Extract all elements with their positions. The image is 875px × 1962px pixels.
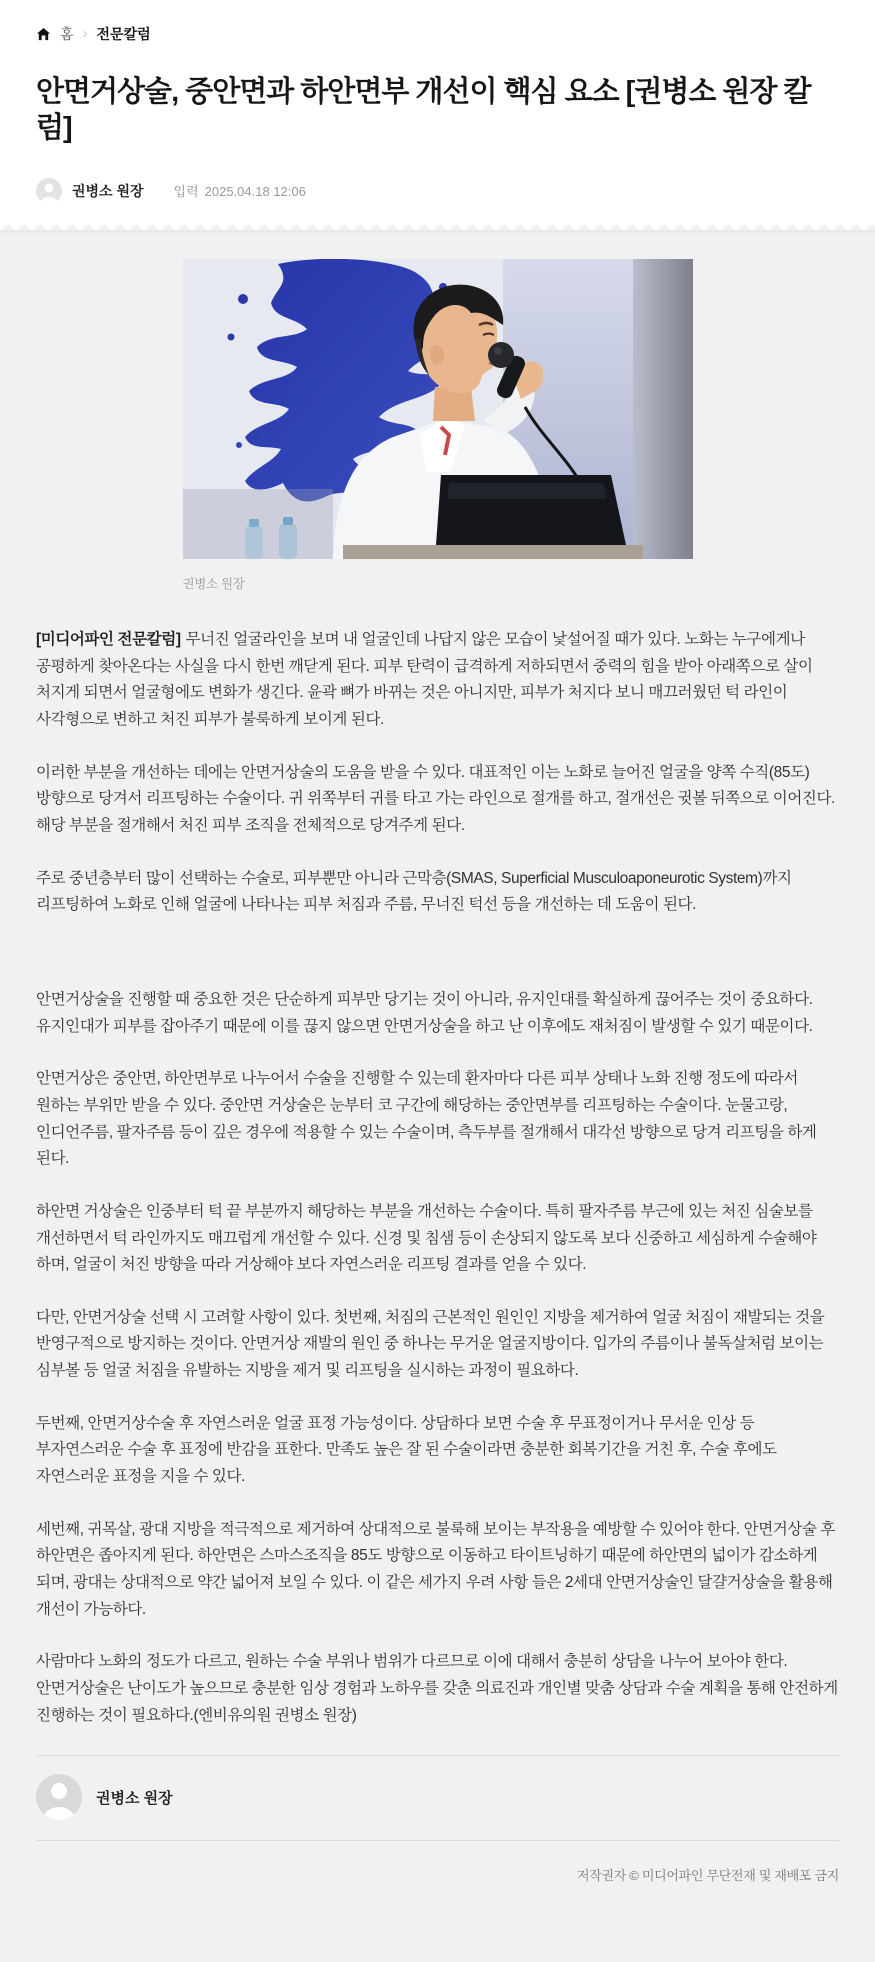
article-body <box>36 627 839 1729</box>
author-avatar[interactable] <box>36 178 62 204</box>
published-label: 입력 <box>173 184 199 199</box>
footer-author-card[interactable] <box>36 1756 839 1840</box>
article-figure <box>183 259 693 592</box>
page-title: 안면거상술, 중안면과 하안면부 개선이 핵심 요소 [권병소 원장 칼럼] <box>36 76 811 145</box>
footer-author-name[interactable]: 권병소 원장 <box>96 1789 173 1807</box>
article-paragraph: 안면거상술을 진행할 때 중요한 것은 단순하게 피부만 당기는 것이 아니라, 유지인대를 확실하게 끊어주는 것이 중요하다. 유지인대가 피부를 잡아주기 때문에 이를 끊지 않으면 안면거상술을 하고 난 이후에도 재처짐이 발생할 수 있기 때문이다. <box>36 990 813 1035</box>
article-header <box>0 0 875 218</box>
article-paragraph: 두번째, 안면거상수술 후 자연스러운 얼굴 표정 가능성이다. 상담하다 보면 수술 후 무표정이거나 무서운 인상 등 부자연스러운 수술 후 표정에 반감을 표한다. 만족도 높은 잘 된 수술이라면 충분한 회복기간을 거친 후, 수술 후에도 자연스러운 표정을 지을 수 있다. <box>36 1414 777 1486</box>
published-datetime: 2025.04.18 12:06 <box>204 184 306 199</box>
article-lead-paragraph <box>36 627 839 734</box>
breadcrumb <box>36 24 839 44</box>
article-paragraph: 사람마다 노화의 정도가 다르고, 원하는 수술 부위나 범위가 다르므로 이에 대해서 충분히 상담을 나누어 보아야 한다. 안면거상술은 난이도가 높으므로 충분한 임상 경험과 노하우를 갖춘 의료진과 개인별 맞춤 상담과 수술 계획을 통해 안전하게 진행하는 것이 필요하다.(엔비유의원 권병소 원장) <box>36 1653 838 1724</box>
published-info <box>174 181 306 200</box>
article-paragraph: 안면거상은 중안면, 하안면부로 나누어서 수술을 진행할 수 있는데 환자마다 다른 피부 상태나 노화 진행 정도에 따라서 원하는 부위만 받을 수 있다. 중안면 거상술은 눈부터 코 구간에 해당하는 중안면부를 리프팅하는 수술이다. 눈물고랑, 인디언주름, 팔자주름 등이 깊은 경우에 적용할 수 있는 수술이며, 측두부를 절개해서 대각선 방향으로 당겨 리프팅을 하게 된다. <box>36 1070 817 1168</box>
lead-text: 무너진 얼굴라인을 보며 내 얼굴인데 나답지 않은 모습이 낯설어질 때가 있다. 노화는 누구에게나 공평하게 찾아온다는 사실을 다시 한번 깨닫게 된다. 피부 탄력이 급격하게 저하되면서 중력의 힘을 받아 아래쪽으로 살이 처지게 되면서 얼굴형에도 변화가 생긴다. 윤곽 뼈가 바뀌는 것은 아니지만, 피부가 처지다 보니 매끄러웠던 턱 라인이 사각형으로 변하고 처진 피부가 불룩하게 보이게 된다. <box>36 631 813 728</box>
photo-caption: 권병소 원장 <box>182 577 245 591</box>
article-paragraph: 하안면 거상술은 인중부터 턱 끝 부분까지 해당하는 부분을 개선하는 수술이다. 특히 팔자주름 부근에 있는 처진 심술보를 개선하면서 턱 라인까지도 매끄럽게 개선할 수 있다. 신경 및 침샘 등이 손상되지 않도록 보다 신중하고 세심하게 수술해야 하며, 얼굴이 처진 방향을 따라 거상해야 보다 자연스러운 리프팅 결과를 얻을 수 있다. <box>36 1202 817 1274</box>
article-paragraph: 이러한 부분을 개선하는 데에는 안면거상술의 도움을 받을 수 있다. 대표적인 이는 노화로 늘어진 얼굴을 양쪽 수직(85도) 방향으로 당겨서 리프팅하는 수술이다. 귀 위쪽부터 귀를 타고 가는 라인으로 절개를 하고, 절개선은 귓볼 뒤쪽으로 이어진다. 해당 부분을 절개해서 처진 피부 조직을 전체적으로 당겨주게 된다. <box>36 763 835 834</box>
author-name[interactable]: 권병소 원장 <box>72 182 144 199</box>
column-tag: [미디어파인 전문칼럼] <box>36 631 181 648</box>
article-paragraph: 세번째, 귀목살, 광대 지방을 적극적으로 제거하여 상대적으로 불룩해 보이는 부작용을 예방할 수 있어야 한다. 안면거상술 후 하안면은 좁아지게 된다. 하안면은 스마스조직을 85도 방향으로 이동하고 타이트닝하기 때문에 하안면의 넓이가 감소하게 되며, 광대는 상대적으로 약간 넓어져 보일 수 있다. 이 같은 세가지 우려 사항 들은 2세대 안면거상술인 달걀거상술을 활용해 개선이 가능하다. <box>36 1520 835 1618</box>
article-paragraph: 다만, 안면거상술 선택 시 고려할 사항이 있다. 첫번째, 처짐의 근본적인 원인인 지방을 제거하여 얼굴 처짐이 재발되는 것을 반영구적으로 방지하는 것이다. 안면거상 재발의 원인 중 하나는 무거운 얼굴지방이다. 입가의 주름이나 불독살처럼 보이는 심부볼 등 얼굴 처짐을 유발하는 지방을 제거 및 리프팅을 실시하는 과정이 필요하다. <box>36 1308 825 1380</box>
byline <box>36 178 839 204</box>
home-icon[interactable] <box>36 27 51 42</box>
copyright-notice: 저작권자 © 미디어파인 무단전재 및 재배포 금지 <box>576 1868 839 1884</box>
breadcrumb-category-link[interactable]: 전문칼럼 <box>96 26 151 42</box>
footer-author-avatar[interactable] <box>36 1774 82 1820</box>
breadcrumb-home-link[interactable]: 홈 <box>60 26 74 42</box>
article-paragraph: 주로 중년층부터 많이 선택하는 수술로, 피부뿐만 아니라 근막층(SMAS, Superficial Musculoaponeurotic System)까지 리프팅하여 노화로 인해 얼굴에 나타나는 피부 처짐과 주름, 무너진 턱선 등을 개선하는 데 도움이 된다. <box>36 869 792 914</box>
article-photo <box>183 259 693 559</box>
torn-edge-divider <box>0 218 875 230</box>
article-content <box>0 235 875 1962</box>
paragraph-spacer <box>36 945 839 987</box>
breadcrumb-chevron-icon: › <box>82 24 88 42</box>
